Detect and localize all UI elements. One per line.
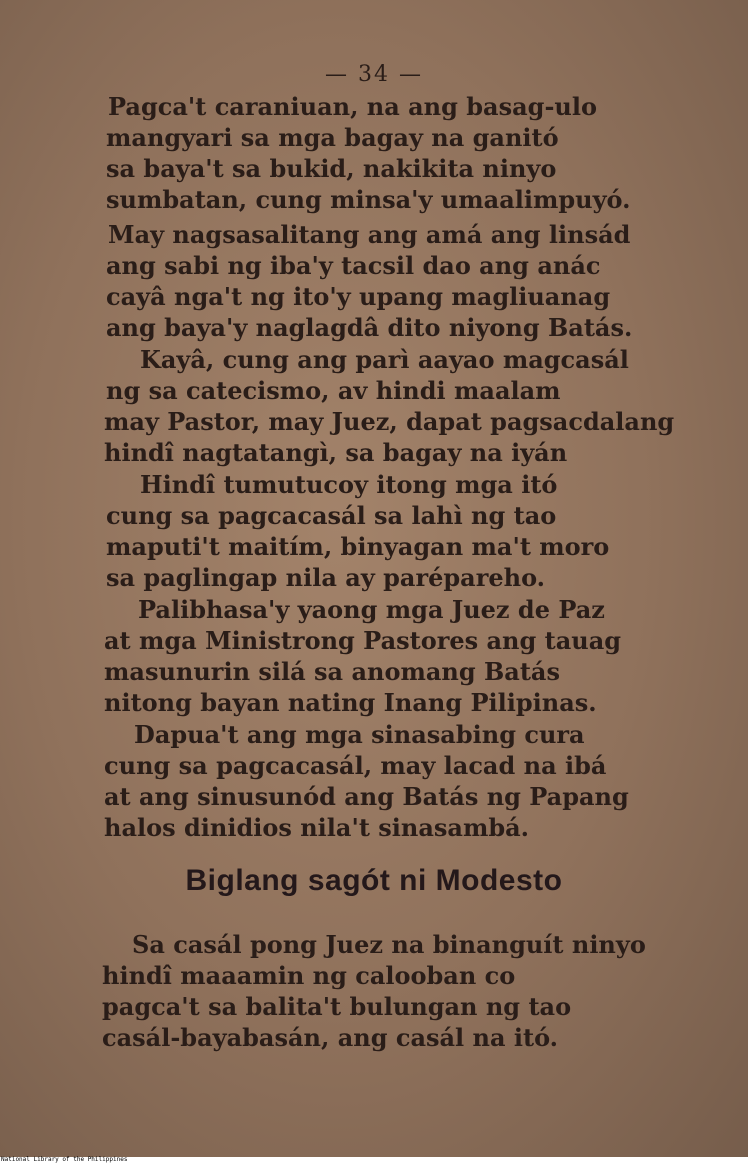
verse-line: nitong bayan nating Inang Pilipinas. <box>104 688 597 717</box>
verse-line: pagca't sa balita't bulungan ng tao <box>102 992 572 1021</box>
verse-line: Sa casál pong Juez na binanguít ninyo <box>132 930 646 959</box>
verse-line: Dapua't ang mga sinasabing cura <box>134 720 585 749</box>
section-heading: Biglang sagót ni Modesto <box>185 864 563 897</box>
verse-line: ang baya'y naglagdâ dito niyong Batás. <box>106 313 633 342</box>
verse-line: halos dinidios nila't sinasambá. <box>104 813 530 842</box>
verse-line: masunurin silá sa anomang Batás <box>104 657 560 686</box>
verse-line: sa paglingap nila ay parépareho. <box>106 563 546 592</box>
footer-strip <box>0 1157 748 1163</box>
verse-line: Pagca't caraniuan, na ang basag-ulo <box>108 92 597 121</box>
verse-line: Palibhasa'y yaong mga Juez de Paz <box>138 595 605 624</box>
verse-line: hindî maaamin ng calooban co <box>102 961 516 990</box>
verse-line: casál-bayabasán, ang casál na itó. <box>102 1023 559 1052</box>
verse-line: Hindî tumutucoy itong mga itó <box>140 470 558 499</box>
page-number: — 34 — <box>325 62 423 87</box>
verse-line: at mga Ministrong Pastores ang tauag <box>104 626 622 655</box>
verse-line: Kayâ, cung ang parì aayao magcasál <box>140 345 629 374</box>
verse-line: cung sa pagcacasál sa lahì ng tao <box>106 501 557 530</box>
verse-line: sumbatan, cung minsa'y umaalimpuyó. <box>106 185 631 214</box>
verse-line: cayâ nga't ng ito'y upang magliuanag <box>106 282 611 311</box>
footer-credit: National Library of the Philippines <box>1 1156 128 1163</box>
verse-line: mangyari sa mga bagay na ganitó <box>106 123 559 152</box>
verse-line: ng sa catecismo, av hindi maalam <box>106 376 561 405</box>
verse-line: cung sa pagcacasál, may lacad na ibá <box>104 751 607 780</box>
verse-line: at ang sinusunód ang Batás ng Papang <box>104 782 629 811</box>
verse-line: May nagsasalitang ang amá ang linsád <box>108 220 631 249</box>
verse-line: ang sabi ng iba'y tacsil dao ang anác <box>106 251 601 280</box>
verse-line: maputi't maitím, binyagan ma't moro <box>106 532 610 561</box>
verse-line: sa baya't sa bukid, nakikita ninyo <box>106 154 557 183</box>
verse-line: may Pastor, may Juez, dapat pagsacdalang <box>104 407 675 436</box>
verse-line: hindî nagtatangì, sa bagay na iyán <box>104 438 568 467</box>
